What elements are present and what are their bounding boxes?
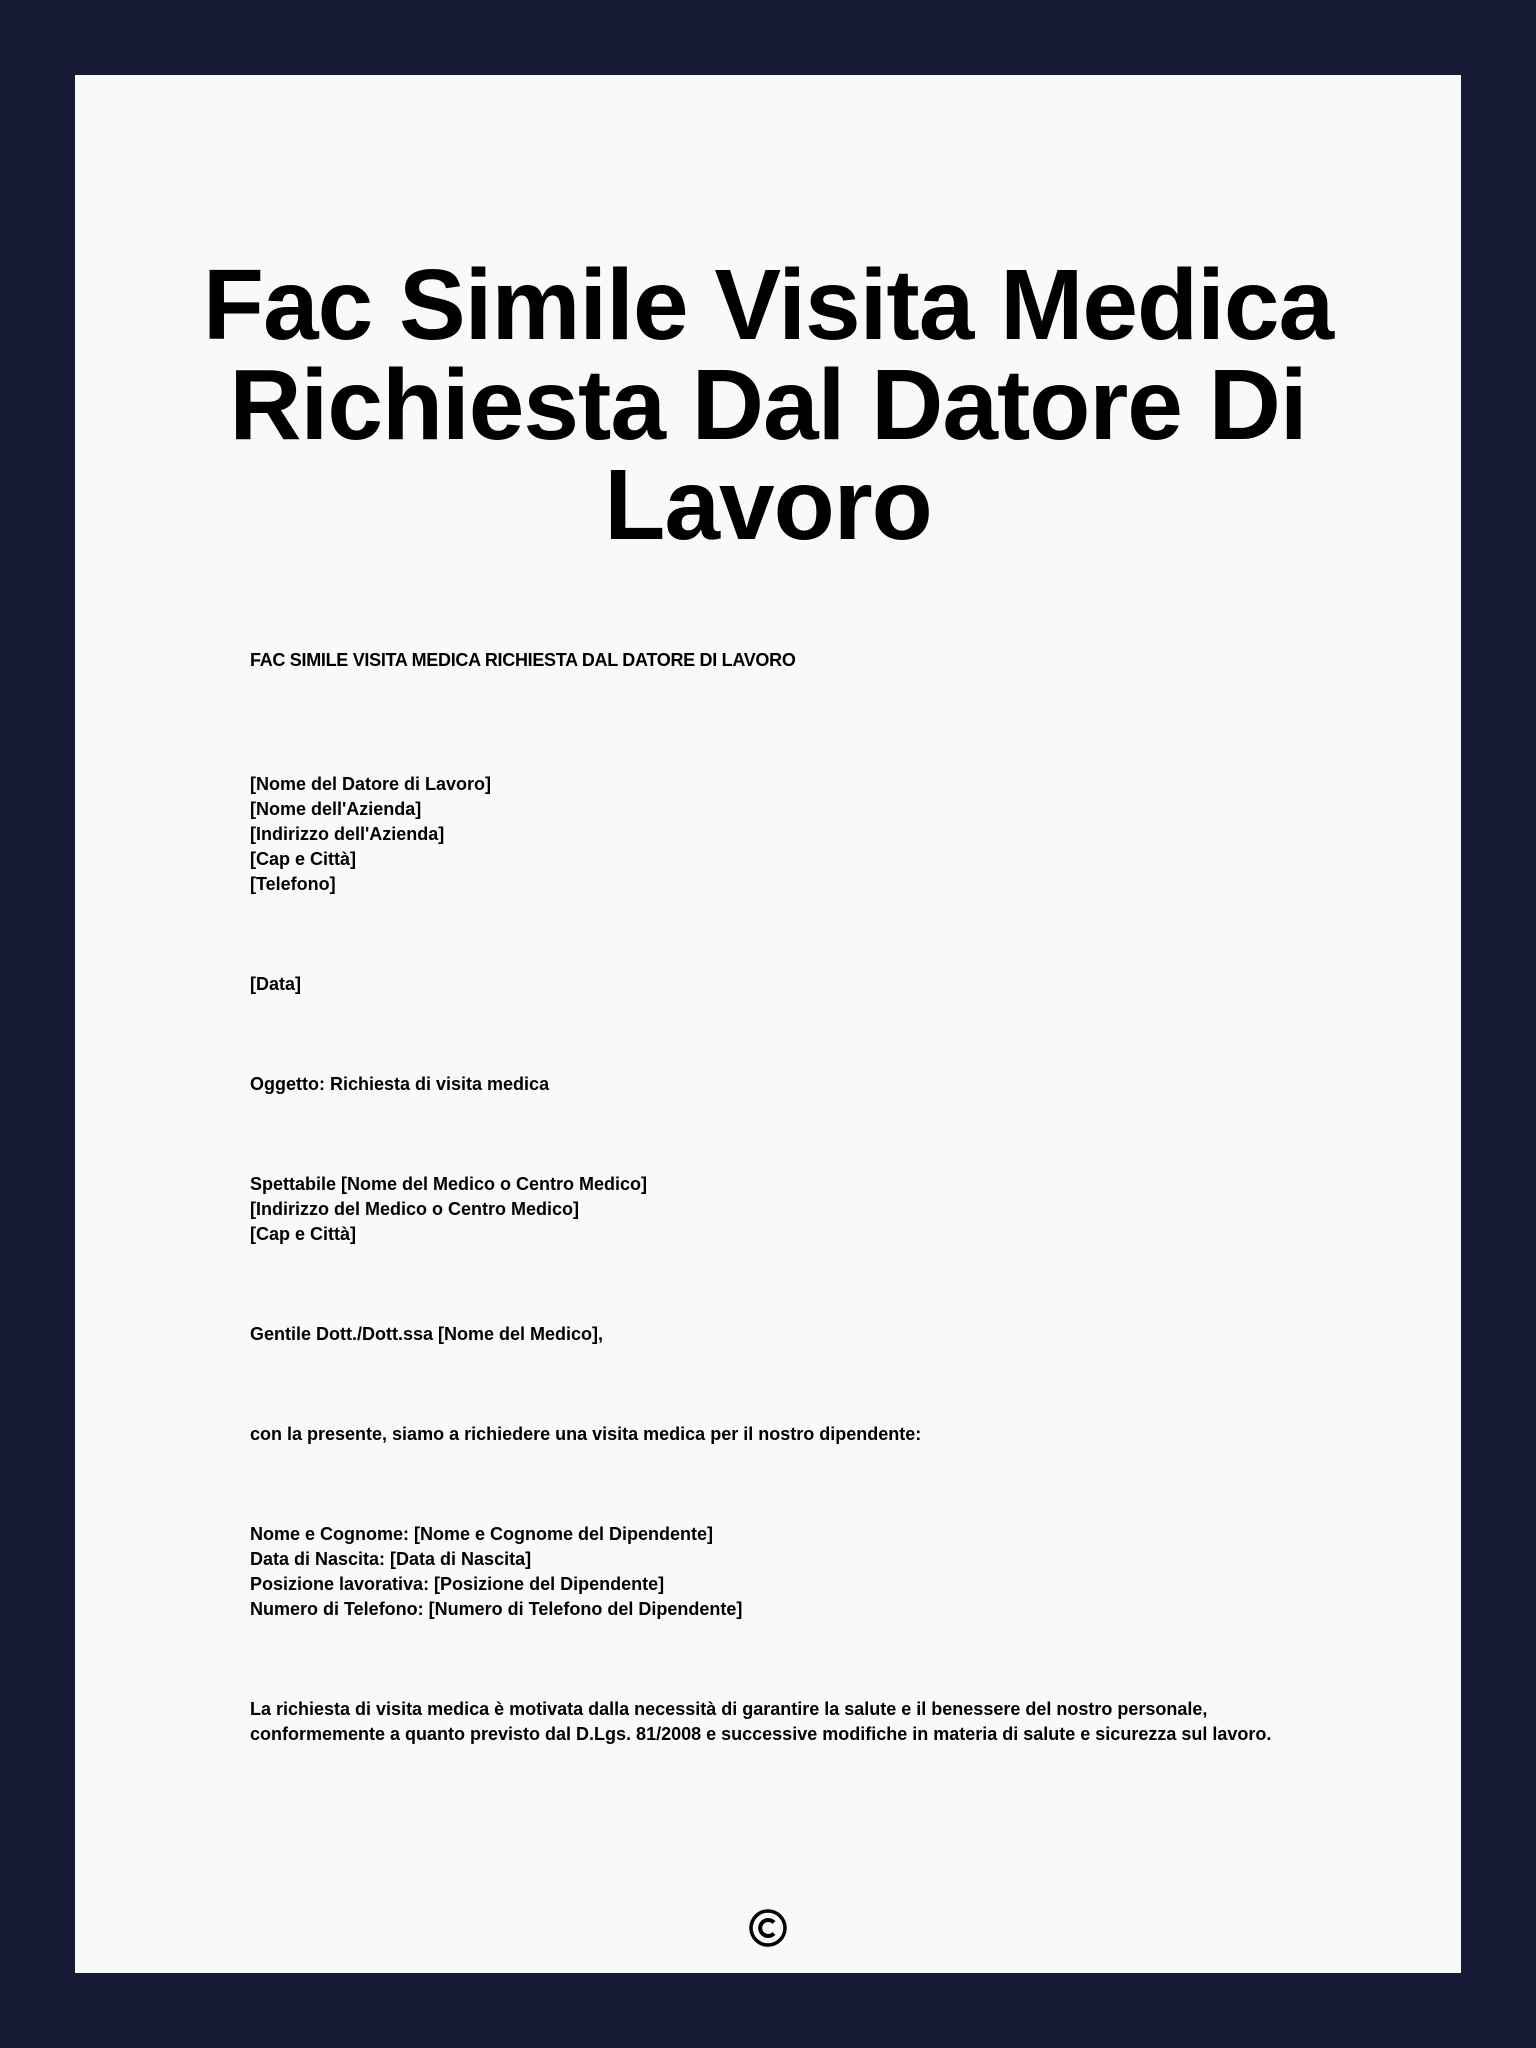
document-title — [75, 249, 1461, 561]
sender-zip-city: [Cap e Città] — [250, 849, 357, 869]
motivation-block — [250, 1697, 1295, 1747]
recipient-name: Spettabile [Nome del Medico o Centro Medico] — [250, 1174, 648, 1194]
sender-phone: [Telefono] — [250, 874, 336, 894]
copyright-icon — [748, 1908, 788, 1948]
letter-intro: con la presente, siamo a richiedere una visita medica per il nostro dipendente: — [250, 1424, 922, 1444]
recipient-address: [Indirizzo del Medico o Centro Medico] — [250, 1199, 580, 1219]
letter-salutation: Gentile Dott./Dott.ssa [Nome del Medico], — [250, 1324, 604, 1344]
letter-subject: Oggetto: Richiesta di visita medica — [250, 1074, 550, 1094]
letter-date: [Data] — [250, 974, 302, 994]
letter-motivation: La richiesta di visita medica è motivata dalla necessità di garantire la salute e il benessere del nostro personale, conformemente a quanto previsto dal D.Lgs. 81/2008 e successive modifiche in materia di salute e sicurezza sul lavoro. — [250, 1699, 1272, 1744]
title-line-3: Lavoro — [604, 449, 932, 561]
employee-full-name: Nome e Cognome: [Nome e Cognome del Dipendente] — [250, 1524, 714, 1544]
intro-block — [250, 1422, 1295, 1447]
letter-heading: FAC SIMILE VISITA MEDICA RICHIESTA DAL DATORE DI LAVORO — [250, 650, 796, 670]
salutation-block — [250, 1322, 1295, 1347]
employee-block — [250, 1522, 1295, 1622]
subject-block — [250, 1072, 1295, 1097]
sender-company-address: [Indirizzo dell'Azienda] — [250, 824, 445, 844]
recipient-zip-city: [Cap e Città] — [250, 1224, 357, 1244]
sender-company-name: [Nome dell'Azienda] — [250, 799, 422, 819]
employee-birth-date: Data di Nascita: [Data di Nascita] — [250, 1549, 532, 1569]
letter-body — [250, 648, 1295, 1822]
recipient-block — [250, 1172, 1295, 1247]
sender-employer-name: [Nome del Datore di Lavoro] — [250, 774, 492, 794]
document-page — [75, 75, 1461, 1973]
title-line-1: Fac Simile Visita Medica — [202, 249, 1334, 361]
employee-position: Posizione lavorativa: [Posizione del Dipendente] — [250, 1574, 665, 1594]
employee-phone: Numero di Telefono: [Numero di Telefono del Dipendente] — [250, 1599, 743, 1619]
sender-block — [250, 772, 1295, 897]
title-line-2: Richiesta Dal Datore Di — [229, 349, 1307, 461]
date-block — [250, 972, 1295, 997]
